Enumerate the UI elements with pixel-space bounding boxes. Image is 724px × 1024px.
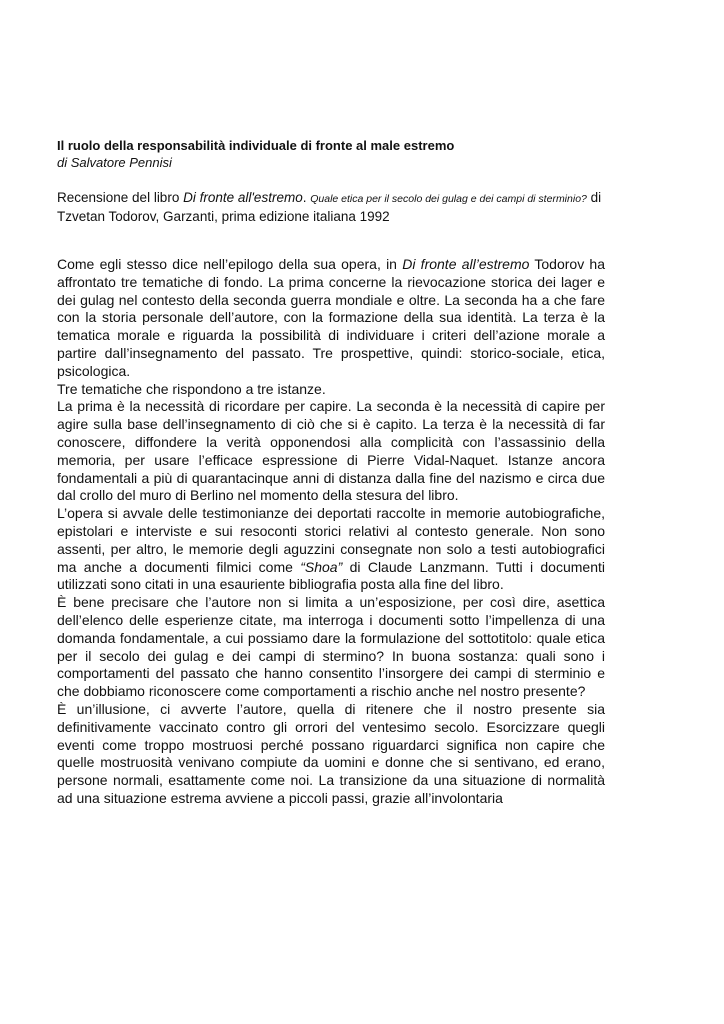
paragraph-5: È bene precisare che l’autore non si limita a un’esposizione, per così dire, asettica dell’elenco delle esperienze citate, ma interroga i documenti sotto l’impellenza di una domanda fondamentale, a cui possiamo dare la formulazione del sottotitolo: quale etica per il secolo dei gulag e dei campi di stermino? In buona sostanza: quali sono i comportamenti del passato che hanno consentito l’insorgere dei campi di sterminio e che dobbiamo riconoscere come comportamenti a rischio anche nel nostro presente?	[57, 594, 605, 700]
paragraph-3: La prima è la necessità di ricordare per capire. La seconda è la necessità di capire per agire sulla base dell’insegnamento di ciò che si è capito. La terza è la necessità di far conoscere, diffondere la verità opponendosi alla complicità con l’assassinio della memoria, per usare l’efficace espressione di Pierre Vidal-Naquet. Istanze ancora fondamentali a più di quarantacinque anni di distanza dalla fine del nazismo e circa due dal crollo del muro di Berlino nel momento della stesura del libro.	[57, 398, 605, 504]
paragraph-1-rest: Todorov ha affrontato tre tematiche di fondo. La prima concerne la rievocazione storica dei lager e dei gulag nel contesto della seconda guerra mondiale e oltre. La seconda ha a che fare con la storia personale dell’autore, con la formazione della sua identità. La terza è la tematica morale e riguarda la possibilità di individuare i criteri dell’azione morale a partire dall’insegnamento del passato. Tre prospettive, quindi: storico-sociale, etica, psicologica.	[57, 256, 606, 379]
book-title: Di fronte all'estremo	[183, 190, 303, 205]
article-author: di Salvatore Pennisi	[57, 155, 172, 170]
review-line	[57, 189, 605, 226]
paragraph-4-start: L’opera si avvale delle testimonianze dei deportati raccolte in memorie autobiografiche, epistolari e interviste e sui resoconti storici relativi al contesto generale. Non sono assenti, per altro, le memorie degli aguzzini consegnate non solo a testi autobiografici ma anche a documenti filmici come	[57, 505, 605, 575]
article-body	[57, 256, 605, 808]
article-title: Il ruolo della responsabilità individuale di fronte al male estremo	[57, 138, 455, 153]
review-suffix: di Tzvetan Todorov, Garzanti, prima edizione italiana 1992	[57, 190, 602, 224]
paragraph-4	[57, 505, 605, 594]
paragraph-4-rest: di Claude Lanzmann. Tutti i documenti utilizzati sono citati in una esauriente bibliografia posta alla fine del libro.	[57, 558, 605, 593]
review-prefix: Recensione del libro	[57, 190, 184, 205]
paragraph-6: È un’illusione, ci avverte l’autore, quella di ritenere che il nostro presente sia definitivamente vaccinato contro gli orrori del ventesimo secolo. Esorcizzare quegli eventi come troppo mostruosi perché possano riguardarci significa non capire che quelle mostruosità venivano compiute da uomini e donne che si sentivano, ed erano, persone normali, esattamente come noi. La transizione da una situazione di normalità ad una situazione estrema avviene a piccoli passi, grazie all’involontaria	[57, 700, 605, 806]
paragraph-1-book-title: Di fronte all’estremo	[402, 256, 530, 272]
paragraph-4-film-title: “Shoa”	[300, 558, 343, 575]
paragraph-1-start: Come egli stesso dice nell’epilogo della sua opera, in	[57, 256, 403, 272]
paragraph-2: Tre tematiche che rispondono a tre istanze.	[57, 380, 326, 397]
paragraph-1	[57, 256, 605, 381]
book-subtitle: Quale etica per il secolo dei gulag e dei campi di sterminio?	[310, 193, 587, 205]
review-dot: .	[302, 190, 311, 205]
document-page	[57, 137, 605, 808]
